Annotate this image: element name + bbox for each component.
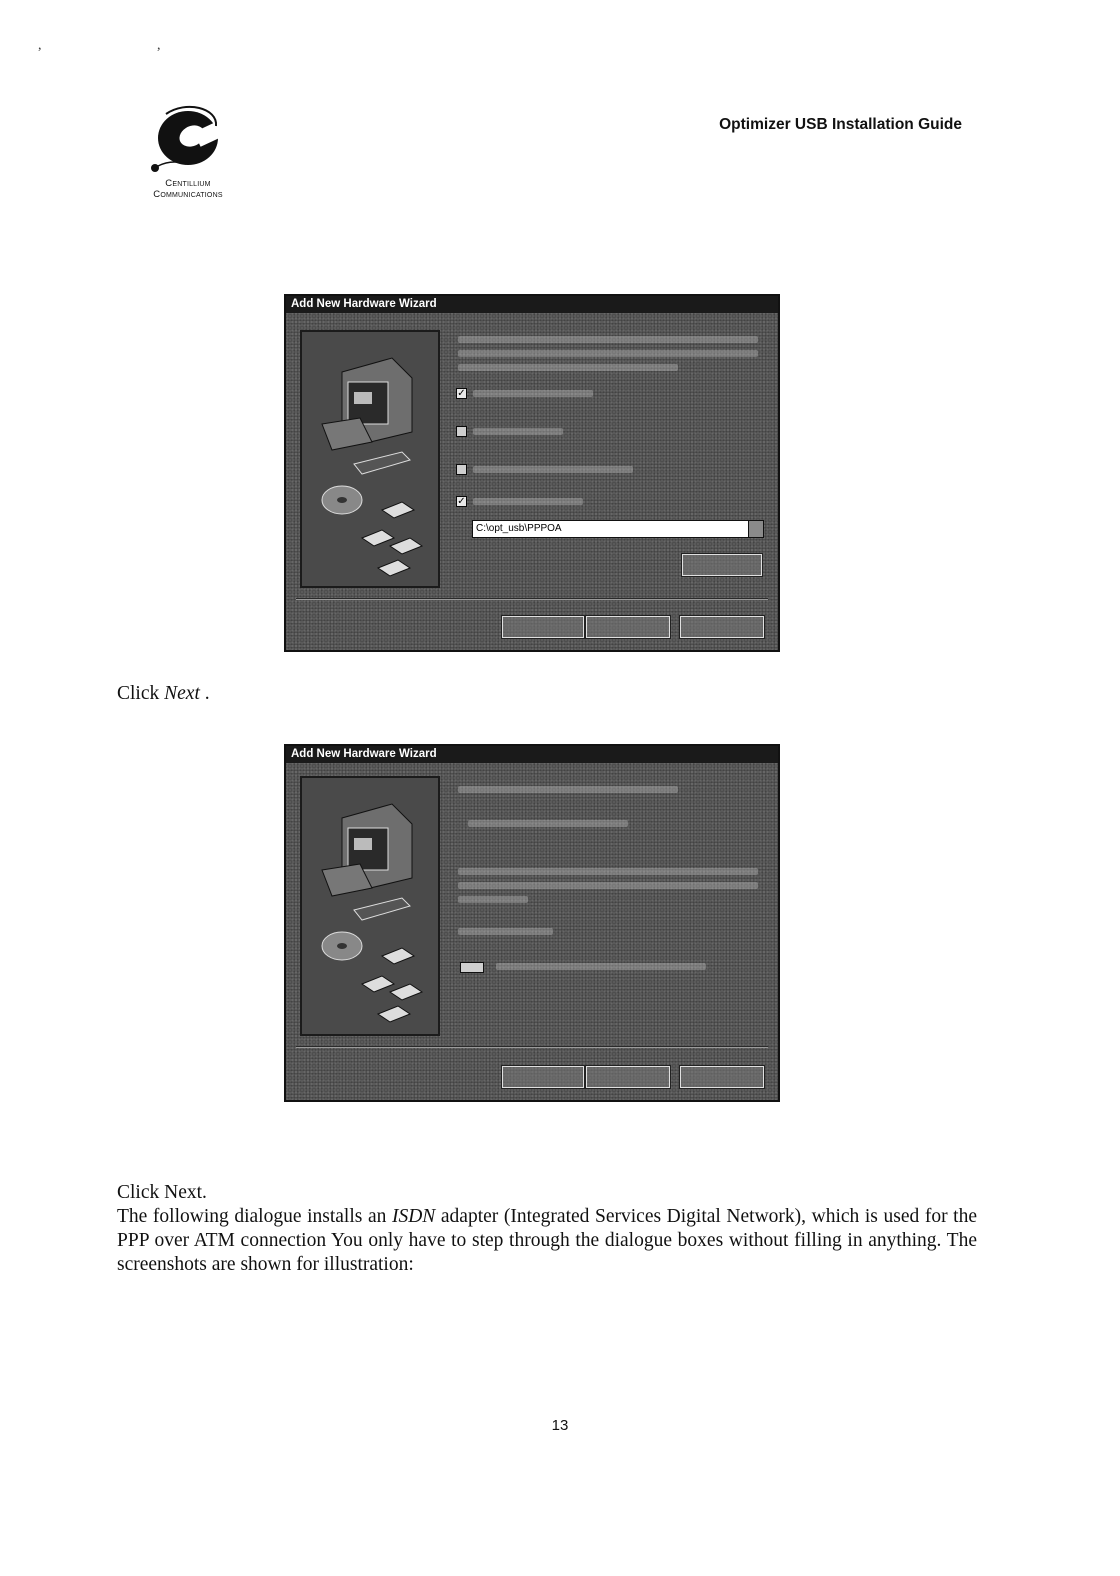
paragraph-text-after: adapter (Integrated Services Digital Network), which is used for the PPP over ATM connection You only have to step through the dialogue boxes without filling in anything. The screenshots are shown for illustration: (117, 1206, 977, 1275)
option-label-illegible (473, 466, 633, 473)
checkbox-unchecked-icon[interactable] (456, 426, 467, 437)
document-title: Optimizer USB Installation Guide (719, 116, 962, 133)
company-name-line2: Communications (153, 189, 223, 200)
wizard-instructions-line (458, 882, 758, 889)
option-label-illegible (473, 498, 583, 505)
wizard-device-name (468, 820, 628, 827)
option-specify-location[interactable] (456, 496, 583, 507)
company-logo (140, 104, 240, 200)
wizard-screenshot-1 (284, 294, 780, 652)
computer-illustration-icon (302, 332, 438, 586)
wizard-illustration (300, 330, 440, 588)
back-button[interactable] (502, 1066, 584, 1088)
driver-file-icon (460, 962, 484, 973)
centillium-logo-icon (146, 104, 224, 176)
page-number: 13 (551, 1417, 569, 1434)
option-label-illegible (473, 390, 593, 397)
button-separator (296, 598, 768, 600)
dropdown-arrow-icon[interactable] (748, 521, 763, 537)
checkbox-checked-icon[interactable]: ✓ (457, 388, 466, 399)
caption-prefix: Click (117, 683, 165, 704)
wizard-title-bar: Add New Hardware Wizard (286, 746, 778, 763)
wizard-instructions-line (458, 896, 528, 903)
location-input-value: C:\opt_usb\PPPOA (476, 523, 562, 534)
wizard-location-label (458, 928, 553, 935)
option-label-illegible (473, 428, 563, 435)
option-windows-update[interactable] (456, 464, 633, 475)
cancel-button[interactable] (680, 616, 764, 638)
browse-button[interactable] (682, 554, 762, 576)
location-input[interactable] (472, 520, 764, 538)
wizard-instructions-line (458, 868, 758, 875)
next-button[interactable] (586, 616, 670, 638)
paragraph-text-before: The following dialogue installs an (117, 1206, 392, 1227)
wizard-instructions-line (458, 336, 758, 343)
wizard-instructions-line (458, 364, 678, 371)
caption-click-next (117, 682, 210, 706)
body-text (117, 1181, 977, 1277)
wizard-driver-path (496, 963, 706, 970)
click-next-line: Click Next. (117, 1182, 207, 1203)
scan-marks: , , (38, 38, 217, 53)
option-cdrom[interactable] (456, 426, 563, 437)
computer-illustration-icon (302, 778, 438, 1032)
isdn-paragraph (117, 1205, 977, 1277)
button-separator (296, 1046, 768, 1048)
wizard-instructions-line (458, 786, 678, 793)
cancel-button[interactable] (680, 1066, 764, 1088)
checkbox-checked-icon[interactable]: ✓ (457, 496, 466, 507)
caption-emphasis: Next (164, 683, 200, 704)
company-name-line1: Centillium (165, 178, 211, 189)
wizard-instructions-line (458, 350, 758, 357)
wizard-illustration (300, 776, 440, 1036)
wizard-screenshot-2 (284, 744, 780, 1102)
back-button[interactable] (502, 616, 584, 638)
next-button[interactable] (586, 1066, 670, 1088)
wizard-title-bar: Add New Hardware Wizard (286, 296, 778, 313)
paragraph-emphasis: ISDN (391, 1206, 436, 1227)
company-name (140, 178, 236, 200)
caption-suffix: . (199, 683, 210, 704)
checkbox-unchecked-icon[interactable] (456, 464, 467, 475)
option-floppy[interactable] (456, 388, 593, 399)
